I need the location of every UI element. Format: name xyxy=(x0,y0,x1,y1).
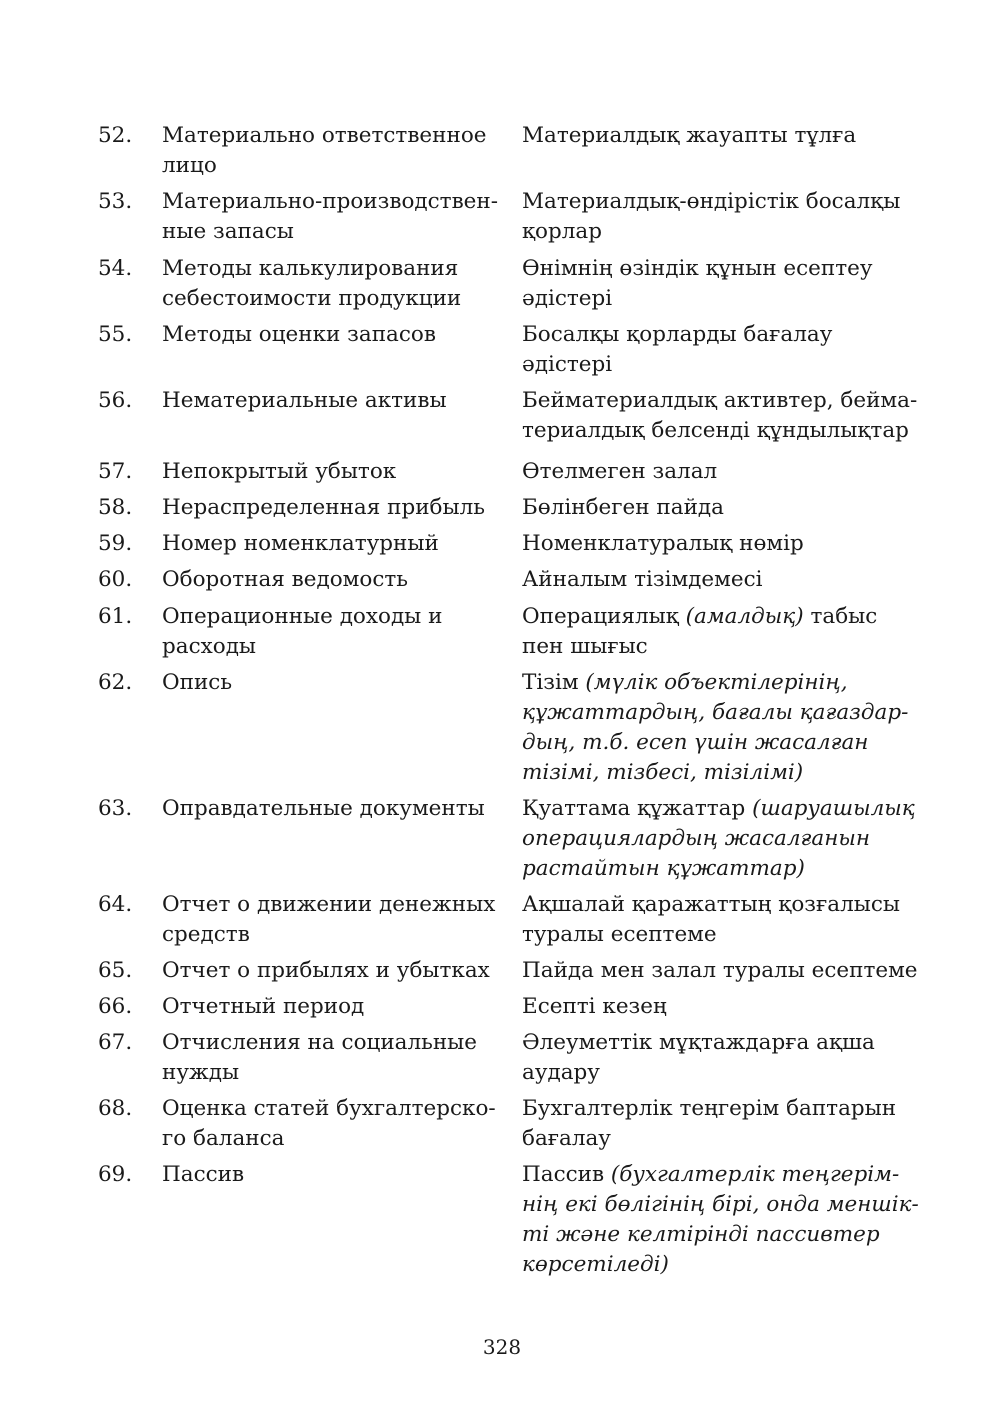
kazakh-term-text: туралы есептеме xyxy=(522,922,717,947)
russian-term-line: нужды xyxy=(162,1060,240,1085)
kazakh-term-text: Есепті кезең xyxy=(522,994,667,1019)
kazakh-term-line xyxy=(522,602,918,632)
glossary-entry xyxy=(98,602,918,662)
russian-term xyxy=(162,386,522,416)
kazakh-term-text: Қуаттама құжаттар xyxy=(522,796,753,821)
russian-term-line: Отчет о прибылях и убытках xyxy=(162,958,490,983)
entry-number: 58. xyxy=(98,495,133,520)
russian-term-line: ные запасы xyxy=(162,219,294,244)
kazakh-term-note: растайтын құжаттар) xyxy=(522,856,805,881)
russian-term xyxy=(162,320,522,350)
kazakh-term-line xyxy=(522,1028,918,1058)
russian-term xyxy=(162,794,522,824)
kazakh-term xyxy=(522,386,918,446)
russian-term-line: себестоимости продукции xyxy=(162,286,462,311)
kazakh-term-text: әдістері xyxy=(522,286,613,311)
entry-number: 63. xyxy=(98,796,133,821)
entry-number: 69. xyxy=(98,1162,133,1187)
russian-term-line: Непокрытый убыток xyxy=(162,459,397,484)
kazakh-term xyxy=(522,890,918,950)
kazakh-term-line xyxy=(522,728,918,758)
russian-term-line: Оправдательные документы xyxy=(162,796,485,821)
entry-number: 62. xyxy=(98,670,133,695)
kazakh-term-text: Материалдық-өндірістік босалқы xyxy=(522,189,901,214)
kazakh-term-line xyxy=(522,698,918,728)
russian-term-line: расходы xyxy=(162,634,257,659)
russian-term-line: Оборотная ведомость xyxy=(162,567,408,592)
entry-number: 65. xyxy=(98,958,133,983)
kazakh-term xyxy=(522,794,918,884)
glossary-entry xyxy=(98,121,918,181)
entry-number: 55. xyxy=(98,322,133,347)
kazakh-term-line xyxy=(522,1124,918,1154)
kazakh-term-line xyxy=(522,632,918,662)
russian-term xyxy=(162,121,522,181)
kazakh-term xyxy=(522,1160,918,1280)
russian-term-line: Материально ответственное xyxy=(162,123,487,148)
kazakh-term-note: операциялардың жасалғанын xyxy=(522,826,871,851)
glossary-entry xyxy=(98,668,918,788)
glossary-entry xyxy=(98,1094,918,1154)
kazakh-term-line xyxy=(522,254,918,284)
kazakh-term xyxy=(522,529,918,559)
glossary-entry xyxy=(98,992,918,1022)
kazakh-term-note: (шаруашылық xyxy=(752,796,915,821)
entry-number: 52. xyxy=(98,123,133,148)
kazakh-term xyxy=(522,493,918,523)
kazakh-term xyxy=(522,187,918,247)
glossary-entry xyxy=(98,254,918,314)
russian-term-line: Нераспределенная прибыль xyxy=(162,495,485,520)
kazakh-term-text: әдістері xyxy=(522,352,613,377)
russian-term-line: Методы оценки запасов xyxy=(162,322,436,347)
kazakh-term-note: (бухгалтерлік теңгерім- xyxy=(610,1162,900,1187)
glossary-entry xyxy=(98,565,918,595)
russian-term xyxy=(162,668,522,698)
kazakh-term-text: Материалдық жауапты тұлға xyxy=(522,123,857,148)
russian-term xyxy=(162,992,522,1022)
kazakh-term-line xyxy=(522,416,918,446)
kazakh-term-text: Номенклатуралық нөмір xyxy=(522,531,804,556)
kazakh-term-text: Пассив xyxy=(522,1162,611,1187)
kazakh-term xyxy=(522,1028,918,1088)
russian-term xyxy=(162,1028,522,1088)
russian-term xyxy=(162,565,522,595)
page-number: 328 xyxy=(482,1335,522,1359)
russian-term xyxy=(162,1160,522,1190)
russian-term-line: лицо xyxy=(162,153,217,178)
kazakh-term-text: Өнімнің өзіндік құнын есептеу xyxy=(522,256,873,281)
kazakh-term-text: Өтелмеген залал xyxy=(522,459,718,484)
kazakh-term-line xyxy=(522,1058,918,1088)
kazakh-term xyxy=(522,565,918,595)
russian-term-line: Пассив xyxy=(162,1162,245,1187)
kazakh-term xyxy=(522,668,918,788)
kazakh-term-line xyxy=(522,217,918,247)
russian-term-line: Отчет о движении денежных xyxy=(162,892,496,917)
glossary-table xyxy=(98,121,918,1280)
entry-number: 61. xyxy=(98,604,133,629)
kazakh-term-line xyxy=(522,758,918,788)
glossary-entry xyxy=(98,956,918,986)
russian-term-line: Номер номенклатурный xyxy=(162,531,439,556)
kazakh-term-text: Ақшалай қаражаттың қозғалысы xyxy=(522,892,900,917)
kazakh-term-line xyxy=(522,956,918,986)
entry-number: 67. xyxy=(98,1030,133,1055)
kazakh-term xyxy=(522,320,918,380)
kazakh-term-line xyxy=(522,529,918,559)
kazakh-term-text: аудару xyxy=(522,1060,600,1085)
kazakh-term-text: бағалау xyxy=(522,1126,611,1151)
russian-term-line: Отчетный период xyxy=(162,994,365,1019)
kazakh-term xyxy=(522,956,918,986)
glossary-entry xyxy=(98,529,918,559)
russian-term xyxy=(162,529,522,559)
kazakh-term xyxy=(522,121,918,151)
kazakh-term-text: қорлар xyxy=(522,219,602,244)
kazakh-term-note: тізімі, тізбесі, тізілімі) xyxy=(522,760,804,785)
glossary-entry xyxy=(98,1160,918,1280)
kazakh-term-note: (мүлік объектілерінің, xyxy=(585,670,848,695)
kazakh-term-note: дың, т.б. есеп үшін жасалған xyxy=(522,730,869,755)
kazakh-term-line xyxy=(522,668,918,698)
russian-term xyxy=(162,602,522,662)
russian-term-line: го баланса xyxy=(162,1126,285,1151)
russian-term xyxy=(162,956,522,986)
russian-term xyxy=(162,457,522,487)
kazakh-term-text: Бейматериалдық активтер, бейма- xyxy=(522,388,918,413)
russian-term-line: средств xyxy=(162,922,250,947)
kazakh-term-line xyxy=(522,1190,918,1220)
russian-term xyxy=(162,187,522,247)
kazakh-term xyxy=(522,254,918,314)
glossary-entry xyxy=(98,320,918,380)
entry-number: 60. xyxy=(98,567,133,592)
kazakh-term-text: териалдық белсенді құндылықтар xyxy=(522,418,909,443)
kazakh-term xyxy=(522,602,918,662)
kazakh-term-line xyxy=(522,350,918,380)
kazakh-term-line xyxy=(522,493,918,523)
kazakh-term-note: құжаттардың, бағалы қағаздар- xyxy=(522,700,909,725)
glossary-entry xyxy=(98,386,918,446)
kazakh-term-line xyxy=(522,992,918,1022)
entry-number: 68. xyxy=(98,1096,133,1121)
kazakh-term-note: көрсетіледі) xyxy=(522,1252,669,1277)
kazakh-term-text: Тізім xyxy=(522,670,586,695)
russian-term xyxy=(162,890,522,950)
kazakh-term-note: ті және келтірінді пассивтер xyxy=(522,1222,880,1247)
kazakh-term-line xyxy=(522,794,918,824)
glossary-entry xyxy=(98,493,918,523)
russian-term-line: Методы калькулирования xyxy=(162,256,459,281)
kazakh-term-line xyxy=(522,920,918,950)
kazakh-term-note: (амалдық) xyxy=(685,604,804,629)
kazakh-term xyxy=(522,457,918,487)
kazakh-term-line xyxy=(522,565,918,595)
kazakh-term-text: Бөлінбеген пайда xyxy=(522,495,724,520)
kazakh-term-line xyxy=(522,890,918,920)
entry-number: 57. xyxy=(98,459,133,484)
entry-number: 59. xyxy=(98,531,133,556)
russian-term xyxy=(162,1094,522,1154)
russian-term xyxy=(162,254,522,314)
entry-number: 64. xyxy=(98,892,133,917)
glossary-entry xyxy=(98,457,918,487)
kazakh-term-line xyxy=(522,1250,918,1280)
entry-number: 54. xyxy=(98,256,133,281)
kazakh-term xyxy=(522,1094,918,1154)
kazakh-term-line xyxy=(522,284,918,314)
kazakh-term-line xyxy=(522,121,918,151)
kazakh-term xyxy=(522,992,918,1022)
kazakh-term-line xyxy=(522,1220,918,1250)
entry-number: 56. xyxy=(98,388,133,413)
russian-term-line: Материально-производствен- xyxy=(162,189,499,214)
russian-term-line: Оценка статей бухгалтерско- xyxy=(162,1096,496,1121)
kazakh-term-text: Айналым тізімдемесі xyxy=(522,567,763,592)
russian-term-line: Операционные доходы и xyxy=(162,604,443,629)
kazakh-term-text: Босалқы қорларды бағалау xyxy=(522,322,833,347)
kazakh-term-text: Пайда мен залал туралы есептеме xyxy=(522,958,918,983)
kazakh-term-text: Бухгалтерлік теңгерім баптарын xyxy=(522,1096,897,1121)
kazakh-term-line xyxy=(522,386,918,416)
kazakh-term-text: табыс xyxy=(803,604,878,629)
kazakh-term-line xyxy=(522,854,918,884)
kazakh-term-line xyxy=(522,187,918,217)
kazakh-term-line xyxy=(522,320,918,350)
entry-number: 53. xyxy=(98,189,133,214)
kazakh-term-line xyxy=(522,457,918,487)
kazakh-term-text: пен шығыс xyxy=(522,634,648,659)
kazakh-term-text: Әлеуметтік мұқтаждарға ақша xyxy=(522,1030,875,1055)
glossary-entry xyxy=(98,1028,918,1088)
glossary-entry xyxy=(98,187,918,247)
glossary-entry xyxy=(98,794,918,884)
glossary-entry xyxy=(98,890,918,950)
entry-number: 66. xyxy=(98,994,133,1019)
russian-term-line: Нематериальные активы xyxy=(162,388,447,413)
kazakh-term-line xyxy=(522,824,918,854)
kazakh-term-line xyxy=(522,1160,918,1190)
kazakh-term-note: нің екі бөлігінің бірі, онда меншік- xyxy=(522,1192,919,1217)
russian-term-line: Опись xyxy=(162,670,233,695)
kazakh-term-text: Операциялық xyxy=(522,604,686,629)
kazakh-term-line xyxy=(522,1094,918,1124)
russian-term-line: Отчисления на социальные xyxy=(162,1030,478,1055)
russian-term xyxy=(162,493,522,523)
